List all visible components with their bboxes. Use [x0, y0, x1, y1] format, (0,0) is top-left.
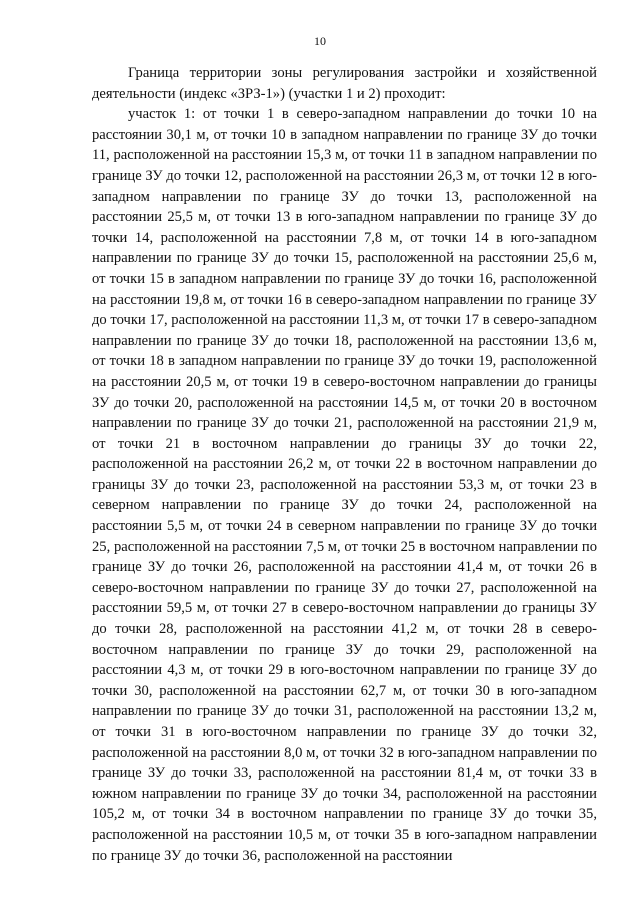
body-text: [92, 63, 597, 866]
section-1-paragraph: участок 1: от точки 1 в северо-западном направлении до точки 10 на расстоянии 30,1 м, от точки 10 в западном направлении по границе ЗУ до точки 11, расположенной на расстоянии 15,3 м, от точки 11 в западном направлении по границе ЗУ до точки 12, расположенной на расстоянии 26,3 м, от точки 12 в юго-западном направлении по границе ЗУ до точки 13, расположенной на расстоянии 25,5 м, от точки 13 в юго-западном направлении по границе ЗУ до точки 14, расположенной на расстоянии 7,8 м, от точки 14 в юго-западном направлении по границе ЗУ до точки 15, расположенной на расстоянии 25,6 м, от точки 15 в западном направлении по границе ЗУ до точки 16, расположенной на расстоянии 19,8 м, от точки 16 в северо-западном направлении по границе ЗУ до точки 17, расположенной на расстоянии 11,3 м, от точки 17 в северо-западном направлении по границе ЗУ до точки 18, расположенной на расстоянии 13,6 м, от точки 18 в западном направлении по границе ЗУ до точки 19, расположенной на расстоянии 20,5 м, от точки 19 в северо-восточном направлении до границы ЗУ до точки 20, расположенной на расстоянии 14,5 м, от точки 20 в восточном направлении по границе ЗУ до точки 21, расположенной на расстоянии 21,9 м, от точки 21 в восточном направлении до границы ЗУ до точки 22, расположенной на расстоянии 26,2 м, от точки 22 в восточном направлении до границы ЗУ до точки 23, расположенной на расстоянии 53,3 м, от точки 23 в северном направлении по границе ЗУ до точки 24, расположенной на расстоянии 5,5 м, от точки 24 в северном направлении по границе ЗУ до точки 25, расположенной на расстоянии 7,5 м, от точки 25 в восточном направлении по границе ЗУ до точки 26, расположенной на расстоянии 41,4 м, от точки 26 в северо-восточном направлении по границе ЗУ до точки 27, расположенной на расстоянии 59,5 м, от точки 27 в северо-восточном направлении до границы ЗУ до точки 28, расположенной на расстоянии 41,2 м, от точки 28 в северо-восточном направлении по границе ЗУ до точки 29, расположенной на расстоянии 4,3 м, от точки 29 в юго-восточном направлении по границе ЗУ до точки 30, расположенной на расстоянии 62,7 м, от точки 30 в юго-западном направлении по границе ЗУ до точки 31, расположенной на расстоянии 13,2 м, от точки 31 в юго-восточном направлении по границе ЗУ до точки 32, расположенной на расстоянии 8,0 м, от точки 32 в юго-западном направлении по границе ЗУ до точки 33, расположенной на расстоянии 81,4 м, от точки 33 в южном направлении по границе ЗУ до точки 34, расположенной на расстоянии 105,2 м, от точки 34 в восточном направлении по границе ЗУ до точки 35, расположенной на расстоянии 10,5 м, от точки 35 в юго-западном направлении по границе ЗУ до точки 36, расположенной на расстоянии: [92, 106, 597, 864]
intro-paragraph: Граница территории зоны регулирования застройки и хозяйственной деятельности (индекс «ЗРЗ-1») (участки 1 и 2) проходит:: [92, 65, 597, 102]
page-number: 10: [314, 34, 326, 48]
